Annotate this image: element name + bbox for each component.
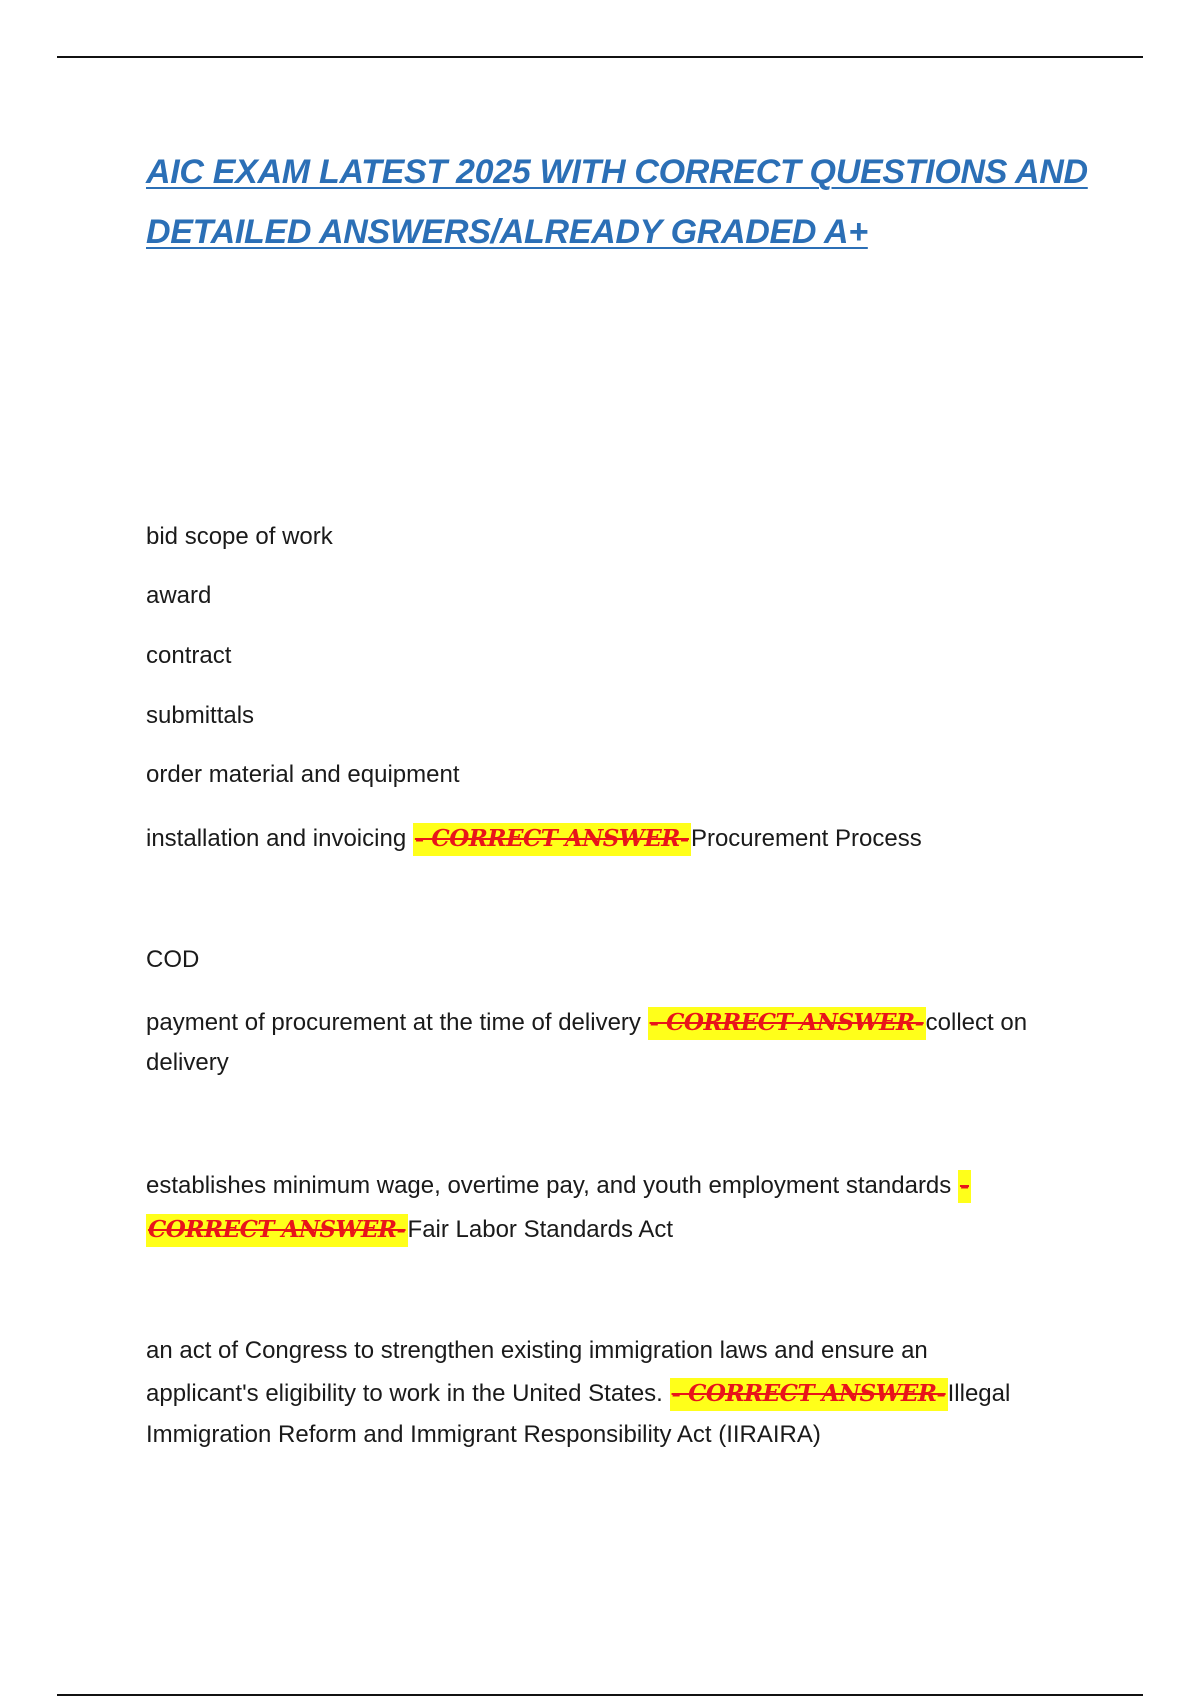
q4-answer-line-3: Immigration Reform and Immigrant Responsibility Act (IIRAIRA) xyxy=(146,1421,821,1448)
correct-answer-marker: - CORRECT ANSWER- xyxy=(670,1378,948,1411)
title-line-1: AIC EXAM LATEST 2025 WITH CORRECT QUESTIONS AND xyxy=(146,153,1088,191)
correct-answer-marker: - CORRECT ANSWER- xyxy=(413,823,691,856)
title-line-2: DETAILED ANSWERS/ALREADY GRADED A+ xyxy=(146,213,868,251)
q3-answer-line xyxy=(146,1210,1086,1250)
q1-line-3: contract xyxy=(146,642,232,669)
q2-question-line xyxy=(146,1003,1086,1043)
q3-question-line xyxy=(146,1166,1086,1206)
q1-line-2: award xyxy=(146,582,212,609)
correct-answer-marker-start: - xyxy=(958,1170,971,1203)
q2-answer-line-2: delivery xyxy=(146,1049,229,1076)
q3-answer-text: Fair Labor Standards Act xyxy=(407,1216,674,1243)
q3-question-text: establishes minimum wage, overtime pay, and youth employment standards xyxy=(146,1172,958,1199)
q4-question-line-1: an act of Congress to strengthen existing immigration laws and ensure an xyxy=(146,1337,928,1364)
top-rule xyxy=(57,56,1143,58)
correct-answer-marker: CORRECT ANSWER- xyxy=(146,1214,408,1247)
q1-question-text: installation and invoicing xyxy=(146,825,413,852)
q2-answer-text: collect on xyxy=(925,1009,1028,1036)
q2-question-text: payment of procurement at the time of delivery xyxy=(146,1009,648,1036)
q1-answer-text: Procurement Process xyxy=(690,825,922,852)
q4-question-line-2 xyxy=(146,1374,1086,1414)
q1-line-1: bid scope of work xyxy=(146,523,333,550)
q1-line-5: order material and equipment xyxy=(146,761,460,788)
q1-line-4: submittals xyxy=(146,702,255,729)
q4-answer-text: Illegal xyxy=(947,1380,1011,1407)
q1-answer-line xyxy=(146,819,1086,859)
q2-term: COD xyxy=(146,946,200,973)
document-title[interactable] xyxy=(146,142,1106,262)
bottom-rule xyxy=(57,1694,1143,1696)
correct-answer-marker: - CORRECT ANSWER- xyxy=(648,1007,926,1040)
q4-question-text: applicant's eligibility to work in the United States. xyxy=(146,1380,670,1407)
